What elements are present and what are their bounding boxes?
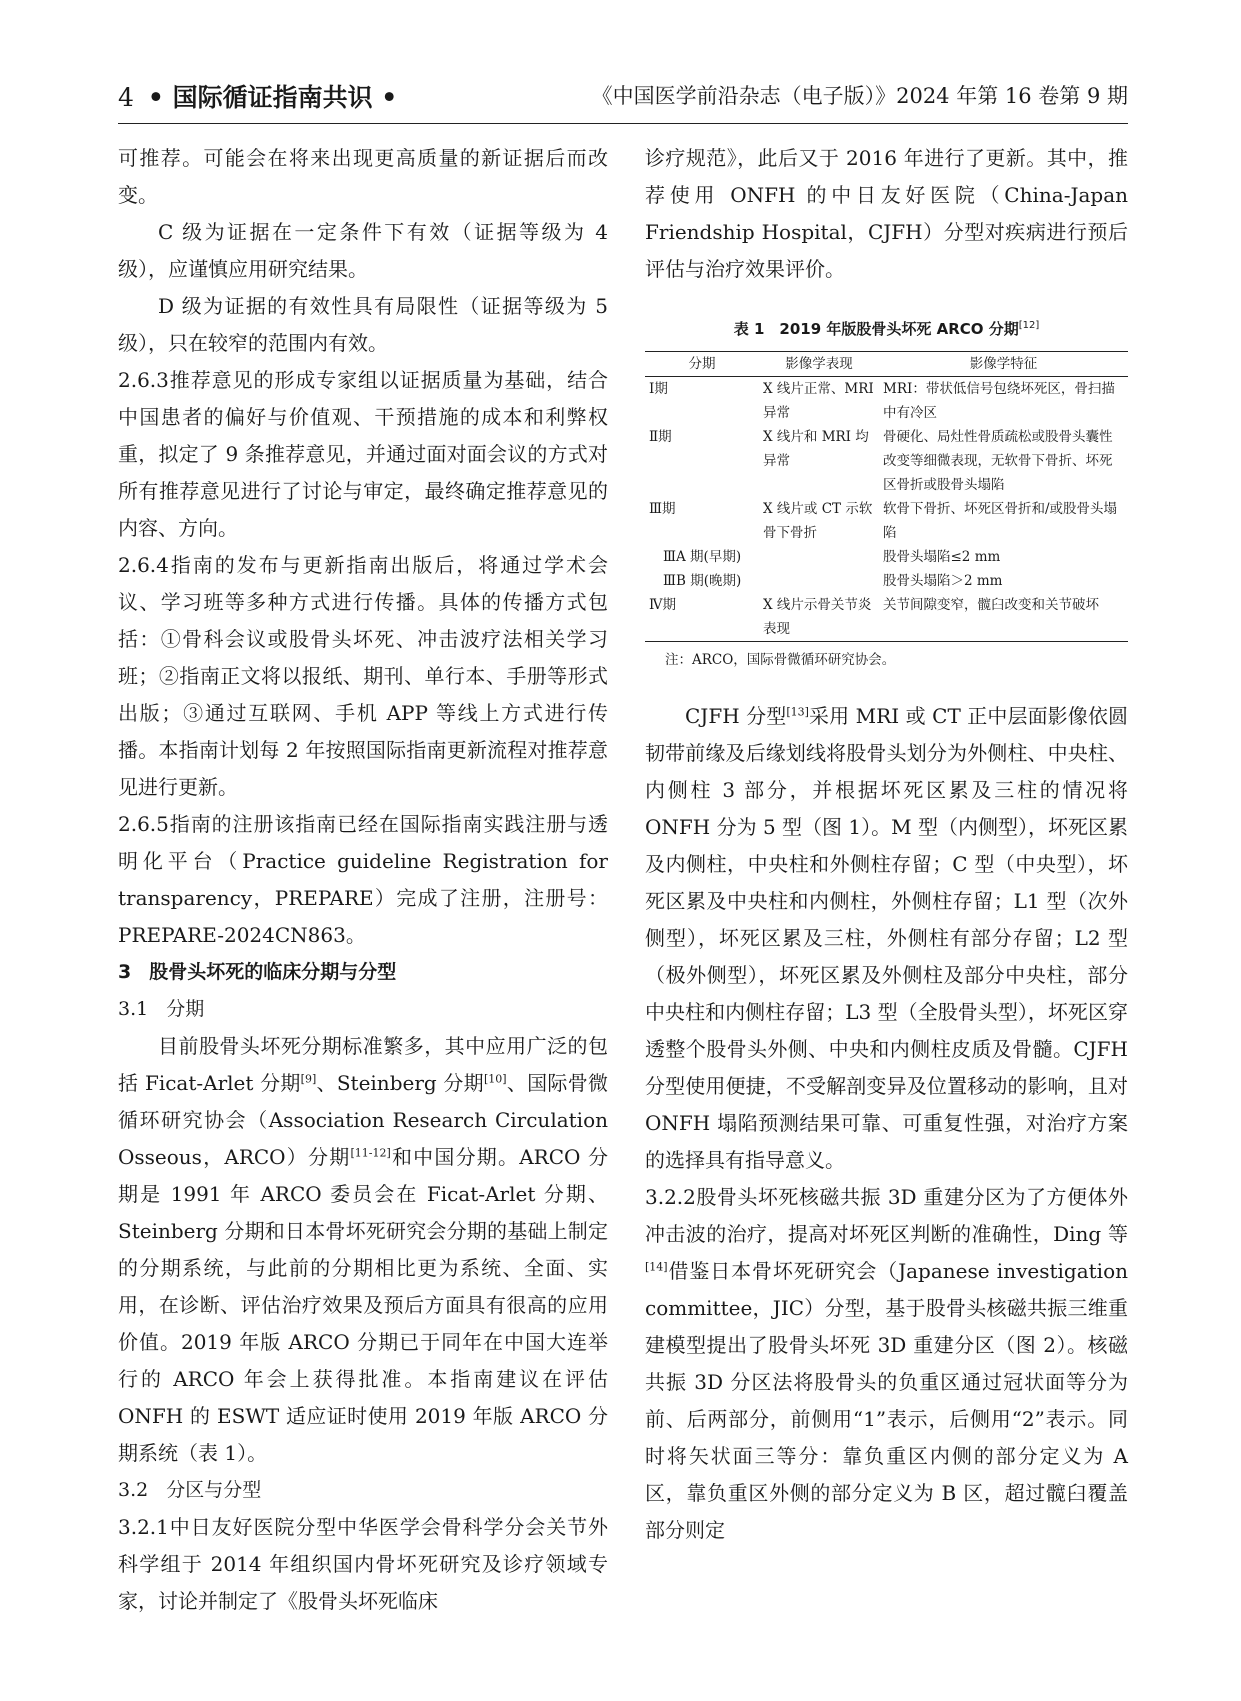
column-header: 分期 bbox=[688, 356, 716, 372]
section-2-6-4 bbox=[118, 547, 608, 806]
stage-cell: Ⅱ期 bbox=[649, 429, 672, 445]
paragraph: D 级为证据的有效性具有局限性（证据等级为 5 级），只在较窄的范围内有效。 bbox=[118, 294, 608, 355]
header-rule bbox=[118, 123, 1128, 124]
section-2-6-3 bbox=[118, 362, 608, 547]
column-header: 影像学特征 bbox=[969, 356, 1038, 372]
features-cell: 软骨下骨折、坏死区骨折和/或股骨头塌陷 bbox=[883, 501, 1118, 541]
section-heading: 推荐意见的形成 bbox=[168, 368, 317, 392]
text-run: 、国际骨微循环研究协会（Association Research Circulation Osseous，ARCO）分期 bbox=[118, 1071, 608, 1169]
features-cell: MRI：带状低信号包绕坏死区，骨扫描中有冷区 bbox=[883, 381, 1115, 421]
header-left bbox=[118, 78, 397, 114]
paragraph: 可推荐。可能会在将来出现更高质量的新证据后而改变。 bbox=[118, 146, 608, 207]
section-number: 3.1 bbox=[118, 998, 149, 1020]
section-heading: 股骨头坏死的临床分期与分型 bbox=[149, 961, 397, 983]
section-2-6-5 bbox=[118, 806, 608, 954]
text-run: 目前股骨头坏死分期标准繁多，其中应用广泛的包括 Ficat-Arlet 分期 bbox=[118, 1034, 608, 1095]
section-heading: 分区与分型 bbox=[166, 1479, 262, 1501]
table-row bbox=[645, 569, 1128, 593]
paragraph: C 级为证据在一定条件下有效（证据等级为 4 级），应谨慎应用研究结果。 bbox=[118, 220, 608, 281]
imaging-cell bbox=[759, 545, 879, 569]
right-column bbox=[645, 140, 1128, 1549]
paragraph-cjfh bbox=[645, 698, 1128, 1179]
features-cell: 股骨头塌陷≤2 mm bbox=[883, 549, 1001, 565]
section-number: 3.2 bbox=[118, 1479, 149, 1501]
arco-table bbox=[645, 351, 1128, 642]
table-row bbox=[645, 593, 1128, 642]
table-1 bbox=[645, 314, 1128, 672]
journal-title: 《中国医学前沿杂志（电子版）》2024 年第 16 卷第 9 期 bbox=[591, 84, 1128, 108]
section-heading: 分期 bbox=[166, 998, 205, 1020]
left-column bbox=[118, 140, 608, 1620]
imaging-cell: X 线片正常、MRI 异常 bbox=[763, 381, 874, 421]
citation: [11-12] bbox=[350, 1146, 391, 1160]
citation: [12] bbox=[1018, 320, 1040, 331]
section-label: • 国际循证指南共识 • bbox=[147, 83, 398, 112]
page-number: 4 bbox=[118, 83, 134, 112]
features-cell: 骨硬化、局灶性骨质疏松或股骨头囊性改变等细微表现，无软骨下骨折、坏死区骨折或股骨头塌陷 bbox=[883, 429, 1113, 493]
section-text: 中华医学会骨科学分会关节外科学组于 2014 年组织国内骨坏死研究及诊疗领域专家，讨论并制定了《股骨头坏死临床 bbox=[118, 1515, 609, 1613]
citation: [14] bbox=[645, 1260, 668, 1274]
section-heading: 指南的发布与更新 bbox=[168, 553, 347, 577]
section-text: 指南出版后，将通过学术会议、学习班等多种方式进行传播。具体的传播方式包括：①骨科会议或股骨头坏死、冲击波疗法相关学习班；②指南正文将以报纸、期刊、单行本、手册等形式出版；③通过互联网、手机 APP 等线上方式进行传播。本指南计划每 2 年按照国际指南更新流程对推荐意见进行更新。 bbox=[118, 553, 609, 799]
paragraph: 诊疗规范》，此后又于 2016 年进行了更新。其中，推荐使用 ONFH 的中日友好医院（China-Japan Friendship Hospital，CJFH）分型对疾病进行预后评估与治疗效果评价。 bbox=[645, 146, 1128, 281]
section-3-1-heading bbox=[118, 991, 608, 1028]
section-heading: 股骨头坏死核磁共振 3D 重建分区 bbox=[695, 1185, 1006, 1209]
table-caption bbox=[645, 314, 1128, 341]
imaging-cell: X 线片和 MRI 均异常 bbox=[763, 429, 869, 469]
section-number: 2.6.3 bbox=[118, 368, 169, 392]
citation: [10] bbox=[483, 1072, 507, 1086]
section-3-heading bbox=[118, 954, 608, 991]
table-row bbox=[645, 545, 1128, 569]
table-note: 注：ARCO，国际骨微循环研究协会。 bbox=[665, 652, 896, 668]
caption-text: 表 1 2019 年版股骨头坏死 ARCO 分期 bbox=[733, 320, 1019, 338]
imaging-cell bbox=[759, 569, 879, 593]
section-heading: 中日友好医院分型 bbox=[168, 1515, 338, 1539]
text-run: CJFH 分型 bbox=[685, 704, 787, 728]
stage-cell: ⅢA 期(早期) bbox=[663, 549, 742, 565]
section-3-2-1 bbox=[118, 1509, 608, 1620]
citation: [13] bbox=[786, 705, 809, 719]
section-heading: 指南的注册 bbox=[168, 812, 275, 836]
text-run: 、Steinberg 分期 bbox=[316, 1071, 484, 1095]
citation: [9] bbox=[300, 1072, 317, 1086]
table-row bbox=[645, 425, 1128, 497]
section-number: 3.2.2 bbox=[645, 1185, 696, 1209]
text-run: 借鉴日本骨坏死研究会（Japanese investigation committee，JIC）分型，基于股骨头核磁共振三维重建模型提出了股骨头坏死 3D 重建分区（图 2）。核磁共振 3D 分区法将股骨头的负重区通过冠状面等分为前、后两部分，前侧用“1”表示，后侧用“2”表示。同时将矢状面三等分：靠负重区内侧的部分定义为 A 区，靠负重区外侧的部分定义为 B 区，超过髋臼覆盖部分则定 bbox=[645, 1259, 1128, 1542]
features-cell: 股骨头塌陷＞2 mm bbox=[883, 573, 1003, 589]
table-row bbox=[645, 377, 1128, 426]
section-text: 专家组以证据质量为基础，结合中国患者的偏好与价值观、干预措施的成本和利弊权重，拟定了 9 条推荐意见，并通过面对面会议的方式对所有推荐意见进行了讨论与审定，最终确定推荐意见的内容、方向。 bbox=[118, 368, 609, 540]
section-3-2-2 bbox=[645, 1179, 1128, 1549]
imaging-cell: X 线片示骨关节炎表现 bbox=[763, 597, 872, 637]
table-header-row bbox=[645, 352, 1128, 377]
stage-cell: Ⅲ期 bbox=[649, 501, 676, 517]
text-run: 采用 MRI 或 CT 正中层面影像依圆韧带前缘及后缘划线将股骨头划分为外侧柱、中央柱、内侧柱 3 部分，并根据坏死区累及三柱的情况将 ONFH 分为 5 型（图 1）。M 型（内侧型），坏死区累及内侧柱，中央柱和外侧柱存留；C 型（中央型），坏死区累及中央柱和内侧柱，外侧柱存留；L1 型（次外侧型），坏死区累及三柱，外侧柱有部分存留；L2 型（极外侧型），坏死区累及外侧柱及部分中央柱，部分中央柱和内侧柱存留；L3 型（全股骨头型），坏死区穿透整个股骨头外侧、中央和内侧柱皮质及骨髓。CJFH 分型使用便捷，不受解剖变异及位置移动的影响，且对 ONFH 塌陷预测结果可靠、可重复性强，对治疗方案的选择具有指导意义。 bbox=[645, 704, 1128, 1172]
stage-cell: Ⅳ期 bbox=[649, 597, 676, 613]
table-row bbox=[645, 497, 1128, 545]
imaging-cell: X 线片或 CT 示软骨下骨折 bbox=[763, 501, 873, 541]
column-header: 影像学表现 bbox=[785, 356, 853, 372]
section-number: 3 bbox=[118, 961, 132, 983]
features-cell: 关节间隙变窄，髋臼改变和关节破坏 bbox=[883, 597, 1099, 613]
page-header bbox=[118, 78, 1128, 118]
stage-cell: Ⅰ期 bbox=[649, 381, 668, 397]
section-number: 3.2.1 bbox=[118, 1515, 169, 1539]
text-run: 为了方便体外冲击波的治疗，提高对坏死区判断的准确性，Ding 等 bbox=[645, 1185, 1128, 1246]
section-number: 2.6.5 bbox=[118, 812, 169, 836]
section-number: 2.6.4 bbox=[118, 553, 169, 577]
section-text: 该指南已经在国际指南实践注册与透明化平台（Practice guideline Registration for transparency，PREPARE）完成了注册，注册号：PREPARE-2024CN863。 bbox=[118, 812, 609, 947]
paragraph-staging bbox=[118, 1028, 608, 1472]
section-3-2-heading bbox=[118, 1472, 608, 1509]
stage-cell: ⅢB 期(晚期) bbox=[663, 573, 742, 589]
text-run: 和中国分期。ARCO 分期是 1991 年 ARCO 委员会在 Ficat-Arlet 分期、Steinberg 分期和日本骨坏死研究会分期的基础上制定的分期系统，与此前的分期相比更为系统、全面、实用，在诊断、评估治疗效果及预后方面具有很高的应用价值。2019 年版 ARCO 分期已于同年在中国大连举行的 ARCO 年会上获得批准。本指南建议在评估 ONFH 的 ESWT 适应证时使用 2019 年版 ARCO 分期系统（表 1）。 bbox=[118, 1145, 608, 1465]
